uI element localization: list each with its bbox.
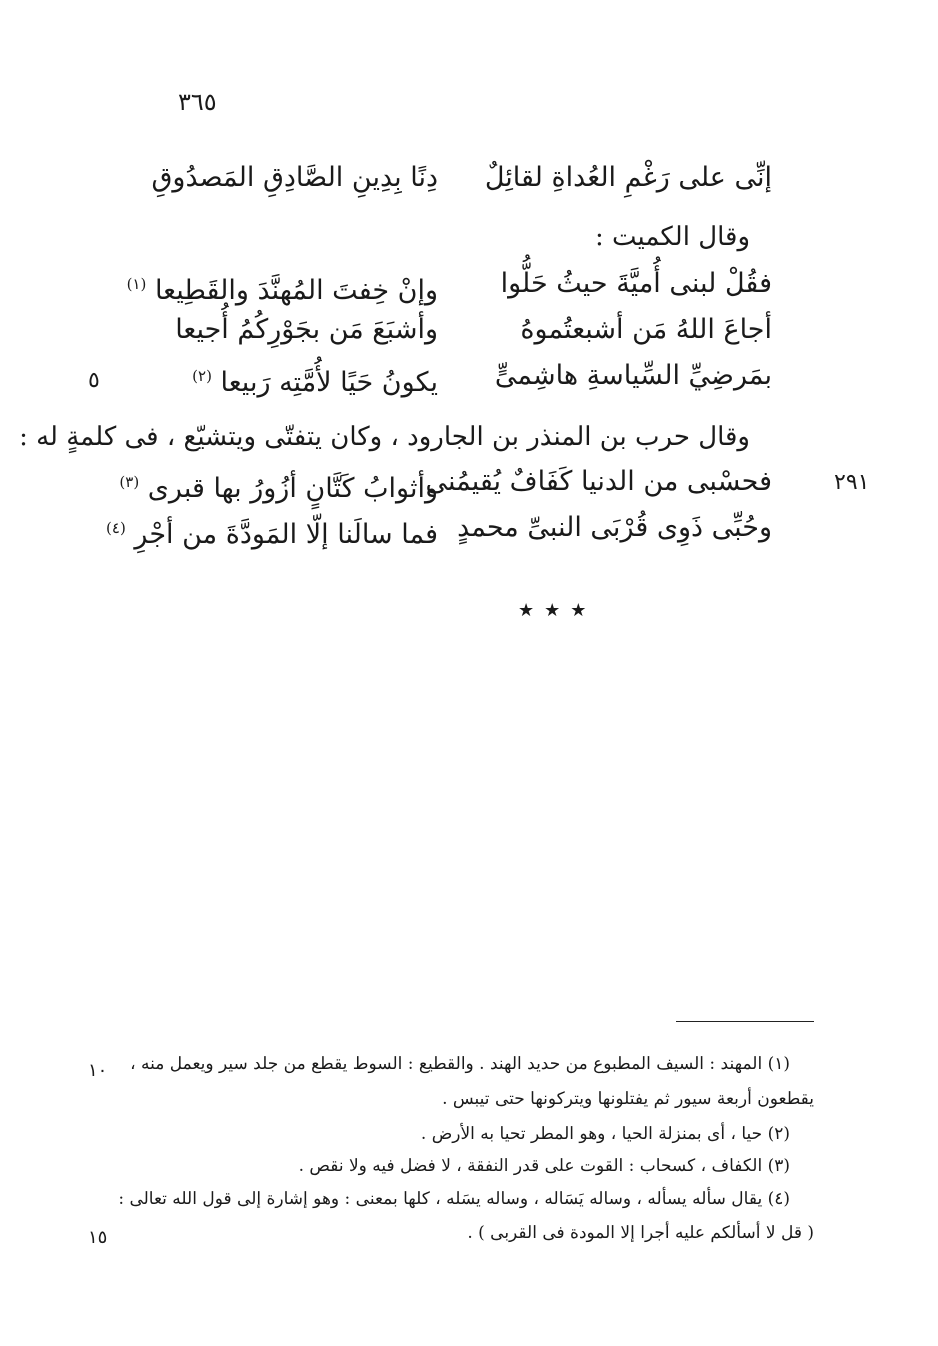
verse-hemistich-left xyxy=(127,264,438,311)
verse-hemistich-left xyxy=(106,508,438,555)
footnote-marker: (١) xyxy=(126,275,147,293)
margin-line-number: ٥ xyxy=(88,368,100,393)
page-number: ٣٦٥ xyxy=(178,88,217,116)
verse-hemistich-right: أجاعَ اللهُ مَن أشبعتُموهُ xyxy=(520,314,772,345)
footnote-marker: (٢) xyxy=(192,367,212,385)
footnote-marker: (٤) xyxy=(106,519,126,537)
verse-hemistich-right: بمَرضِيِّ السِّياسةِ هاشِمىٍّ xyxy=(494,360,772,391)
footnote-4: (٤) يقال سأله يسأله ، وساله يَسَاله ، وساله يسَله ، كلها بمعنى : وهو إشارة إلى قول الله تعالى : xyxy=(118,1189,790,1209)
verse-hemistich-right: إنِّى على رَغْمِ العُداةِ لقائِلٌ xyxy=(484,162,772,193)
verse-hemistich-right: فحسْبى من الدنيا كَفَافٌ يُقيمُنى xyxy=(425,466,772,497)
footnote-3: (٣) الكفاف ، كسحاب : القوت على قدر النفقة ، لا فضل فيه ولا نقص . xyxy=(298,1156,790,1176)
intro-harb: وقال حرب بن المنذر بن الجارود ، وكان يتفتّى ويتشيّع ، فى كلمةٍ له : xyxy=(19,422,750,452)
footnote-2: (٢) حيا ، أى بمنزلة الحيا ، وهو المطر تحيا به الأرض . xyxy=(420,1124,790,1144)
verse-hemistich-left: دِنًا بِدِينِ الصَّادِقِ المَصدُوقِ xyxy=(151,162,438,193)
verse-text: وإنْ خِفتَ المُهنَّدَ والقَطِيعا xyxy=(154,275,438,306)
verse-hemistich-left: وأشبَعَ مَن بجَوْرِكُمُ أُجيعا xyxy=(175,314,438,345)
verse-hemistich-right: فقُلْ لبنى أُميَّةَ حيثُ حَلُّوا xyxy=(500,268,772,299)
verse-text: وأثوابُ كَتَّانٍ أزُورُ بها قبرى xyxy=(147,473,438,504)
margin-line-number: ١٠ xyxy=(88,1060,108,1081)
verse-hemistich-left xyxy=(192,356,438,403)
footnote-1: (١) المهند : السيف المطبوع من حديد الهند . والقطيع : السوط يقطع من جلد سير ويعمل منه ، xyxy=(130,1054,790,1074)
margin-line-number: ١٥ xyxy=(88,1227,108,1248)
intro-kumait: وقال الكميت : xyxy=(595,222,750,252)
footnote-marker: (٣) xyxy=(119,473,140,491)
verse-hemistich-right: وحُبِّى ذَوِى قُرْبَى النبىِّ محمدٍ xyxy=(457,512,772,543)
verse-text: فما سالَنا إلّا المَودَّةَ من أجْرِ xyxy=(134,519,438,550)
footnote-1-continued: يقطعون أربعة سيور ثم يفتلونها ويتركونها حتى تيبس . xyxy=(442,1089,814,1109)
footnote-4-continued: ( قل لا أسألكم عليه أجرا إلا المودة فى القربى ) . xyxy=(467,1223,814,1243)
verse-text: يكونُ حَيًا لأُمَّتِه رَبيعا xyxy=(220,367,438,398)
section-divider-stars: ★★★ xyxy=(518,600,597,621)
verse-hemistich-left xyxy=(119,462,438,509)
source-page-number: ٢٩١ xyxy=(834,470,870,495)
footnote-rule xyxy=(676,1021,814,1022)
